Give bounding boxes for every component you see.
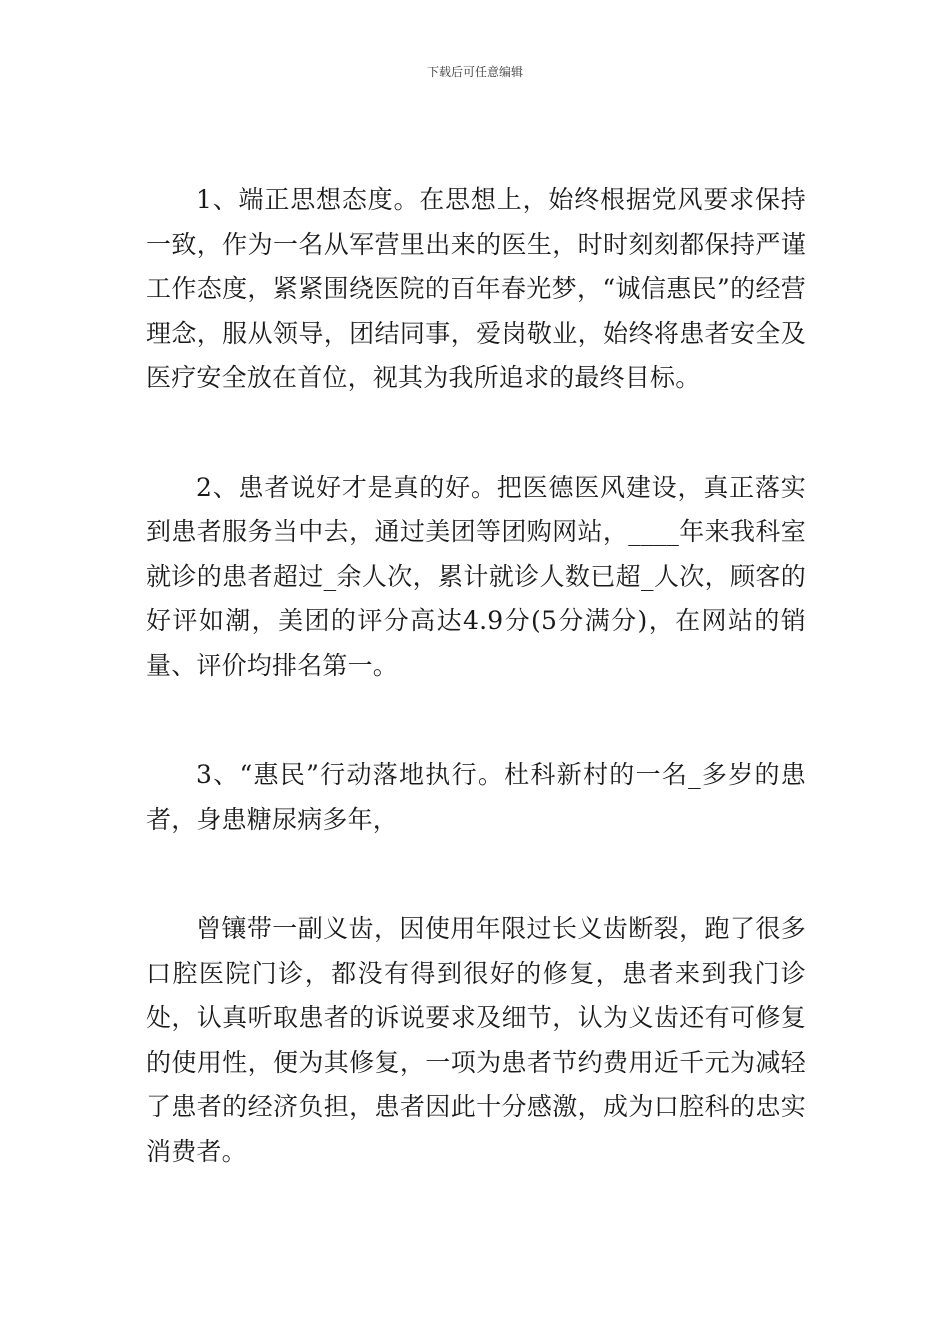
paragraph-2: 2、患者说好才是真的好。把医德医风建设，真正落实到患者服务当中去，通过美团等团购网站，____年来我科室就诊的患者超过_余人次，累计就诊人数已超_人次，顾客的好评如潮，美团的评分高达4.9分(5分满分)，在网站的销量、评价均排名第一。 <box>146 472 806 680</box>
paragraph-3: 3、“惠民”行动落地执行。杜科新村的一名_多岁的患者，身患糖尿病多年， <box>146 760 806 834</box>
paragraph-4: 曾镶带一副义齿，因使用年限过长义齿断裂，跑了很多口腔医院门诊，都没有得到很好的修复，患者来到我门诊处，认真听取患者的诉说要求及细节，认为义齿还有可修复的使用性，便为其修复，一项为患者节约费用近千元为减轻了患者的经济负担，患者因此十分感激，成为口腔科的忠实消费者。 <box>146 914 806 1166</box>
document-body <box>146 178 806 1174</box>
paragraph-1: 1、端正思想态度。在思想上，始终根据党风要求保持一致，作为一名从军营里出来的医生，时时刻刻都保持严谨工作态度，紧紧围绕医院的百年春光梦，“诚信惠民”的经营理念，服从领导，团结同事，爱岗敬业，始终将患者安全及医疗安全放在首位，视其为我所追求的最终目标。 <box>146 185 806 392</box>
page-header: 下载后可任意编辑 <box>426 65 523 79</box>
